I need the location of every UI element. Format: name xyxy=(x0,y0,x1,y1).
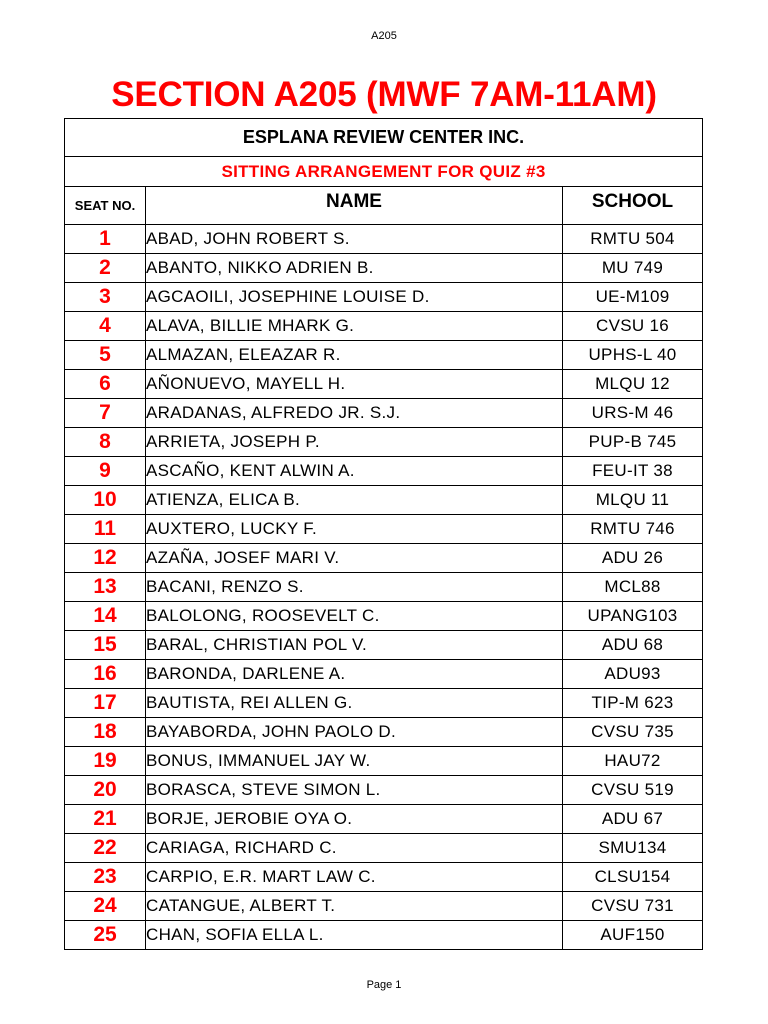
school-code: PUP-B 745 xyxy=(563,428,703,457)
seat-number: 11 xyxy=(65,515,146,544)
table-row xyxy=(65,834,703,863)
student-name: AGCAOILI, JOSEPHINE LOUISE D. xyxy=(146,283,563,312)
seat-number: 22 xyxy=(65,834,146,863)
student-name: BACANI, RENZO S. xyxy=(146,573,563,602)
table-row xyxy=(65,283,703,312)
school-code: MLQU 11 xyxy=(563,486,703,515)
table-row xyxy=(65,747,703,776)
table-row xyxy=(65,544,703,573)
school-column-header: SCHOOL xyxy=(563,187,703,225)
student-name: BARONDA, DARLENE A. xyxy=(146,660,563,689)
student-name: BALOLONG, ROOSEVELT C. xyxy=(146,602,563,631)
table-row xyxy=(65,399,703,428)
school-code: URS-M 46 xyxy=(563,399,703,428)
school-code: ADU 68 xyxy=(563,631,703,660)
student-name: ASCAÑO, KENT ALWIN A. xyxy=(146,457,563,486)
seat-number: 25 xyxy=(65,921,146,950)
table-row xyxy=(65,892,703,921)
student-name: AUXTERO, LUCKY F. xyxy=(146,515,563,544)
student-name: AZAÑA, JOSEF MARI V. xyxy=(146,544,563,573)
school-code: MU 749 xyxy=(563,254,703,283)
table-row xyxy=(65,776,703,805)
seat-number: 16 xyxy=(65,660,146,689)
school-code: UE-M109 xyxy=(563,283,703,312)
table-row xyxy=(65,225,703,254)
seat-number: 10 xyxy=(65,486,146,515)
table-row xyxy=(65,863,703,892)
school-code: FEU-IT 38 xyxy=(563,457,703,486)
table-row xyxy=(65,660,703,689)
seat-number: 19 xyxy=(65,747,146,776)
school-code: ADU 67 xyxy=(563,805,703,834)
table-row xyxy=(65,457,703,486)
table-row xyxy=(65,312,703,341)
student-name: BAYABORDA, JOHN PAOLO D. xyxy=(146,718,563,747)
school-code: UPHS-L 40 xyxy=(563,341,703,370)
school-code: AUF150 xyxy=(563,921,703,950)
seat-number: 23 xyxy=(65,863,146,892)
seat-number: 21 xyxy=(65,805,146,834)
school-code: CVSU 735 xyxy=(563,718,703,747)
student-name: ATIENZA, ELICA B. xyxy=(146,486,563,515)
table-row xyxy=(65,805,703,834)
seating-table-body xyxy=(65,225,703,950)
seat-number: 3 xyxy=(65,283,146,312)
seat-number: 8 xyxy=(65,428,146,457)
student-name: ALAVA, BILLIE MHARK G. xyxy=(146,312,563,341)
student-name: ABAD, JOHN ROBERT S. xyxy=(146,225,563,254)
school-code: SMU134 xyxy=(563,834,703,863)
seat-number: 12 xyxy=(65,544,146,573)
seat-number: 1 xyxy=(65,225,146,254)
student-name: BONUS, IMMANUEL JAY W. xyxy=(146,747,563,776)
student-name: BARAL, CHRISTIAN POL V. xyxy=(146,631,563,660)
page-number: Page 1 xyxy=(366,979,402,991)
seat-column-header: SEAT NO. xyxy=(65,187,146,225)
school-code: ADU93 xyxy=(563,660,703,689)
table-row xyxy=(65,341,703,370)
table-row xyxy=(65,631,703,660)
seat-number: 14 xyxy=(65,602,146,631)
seat-number: 24 xyxy=(65,892,146,921)
seating-table xyxy=(64,118,703,950)
table-row xyxy=(65,718,703,747)
school-code: UPANG103 xyxy=(563,602,703,631)
table-row xyxy=(65,428,703,457)
school-code: RMTU 504 xyxy=(563,225,703,254)
seat-number: 15 xyxy=(65,631,146,660)
review-center-title: ESPLANA REVIEW CENTER INC. xyxy=(65,119,703,157)
student-name: ABANTO, NIKKO ADRIEN B. xyxy=(146,254,563,283)
page-header-label: A205 xyxy=(371,30,397,42)
school-code: CVSU 731 xyxy=(563,892,703,921)
seat-number: 6 xyxy=(65,370,146,399)
school-code: CVSU 519 xyxy=(563,776,703,805)
school-code: ADU 26 xyxy=(563,544,703,573)
table-row xyxy=(65,515,703,544)
student-name: CHAN, SOFIA ELLA L. xyxy=(146,921,563,950)
seat-number: 20 xyxy=(65,776,146,805)
section-title: SECTION A205 (MWF 7AM-11AM) xyxy=(111,75,657,114)
table-row xyxy=(65,486,703,515)
seat-number: 18 xyxy=(65,718,146,747)
seat-number: 13 xyxy=(65,573,146,602)
table-row xyxy=(65,602,703,631)
seat-number: 4 xyxy=(65,312,146,341)
table-row xyxy=(65,573,703,602)
seat-number: 7 xyxy=(65,399,146,428)
student-name: ALMAZAN, ELEAZAR R. xyxy=(146,341,563,370)
school-code: CLSU154 xyxy=(563,863,703,892)
seat-number: 5 xyxy=(65,341,146,370)
school-code: TIP-M 623 xyxy=(563,689,703,718)
student-name: BORJE, JEROBIE OYA O. xyxy=(146,805,563,834)
arrangement-subtitle: SITTING ARRANGEMENT FOR QUIZ #3 xyxy=(65,157,703,187)
seat-number: 17 xyxy=(65,689,146,718)
table-row xyxy=(65,689,703,718)
seat-number: 9 xyxy=(65,457,146,486)
student-name: ARADANAS, ALFREDO JR. S.J. xyxy=(146,399,563,428)
name-column-header: NAME xyxy=(146,187,563,225)
student-name: BORASCA, STEVE SIMON L. xyxy=(146,776,563,805)
student-name: CARPIO, E.R. MART LAW C. xyxy=(146,863,563,892)
student-name: CATANGUE, ALBERT T. xyxy=(146,892,563,921)
school-code: MCL88 xyxy=(563,573,703,602)
student-name: ARRIETA, JOSEPH P. xyxy=(146,428,563,457)
table-row xyxy=(65,921,703,950)
school-code: CVSU 16 xyxy=(563,312,703,341)
table-row xyxy=(65,254,703,283)
student-name: CARIAGA, RICHARD C. xyxy=(146,834,563,863)
seat-number: 2 xyxy=(65,254,146,283)
school-code: MLQU 12 xyxy=(563,370,703,399)
school-code: RMTU 746 xyxy=(563,515,703,544)
school-code: HAU72 xyxy=(563,747,703,776)
student-name: BAUTISTA, REI ALLEN G. xyxy=(146,689,563,718)
table-row xyxy=(65,370,703,399)
student-name: AÑONUEVO, MAYELL H. xyxy=(146,370,563,399)
